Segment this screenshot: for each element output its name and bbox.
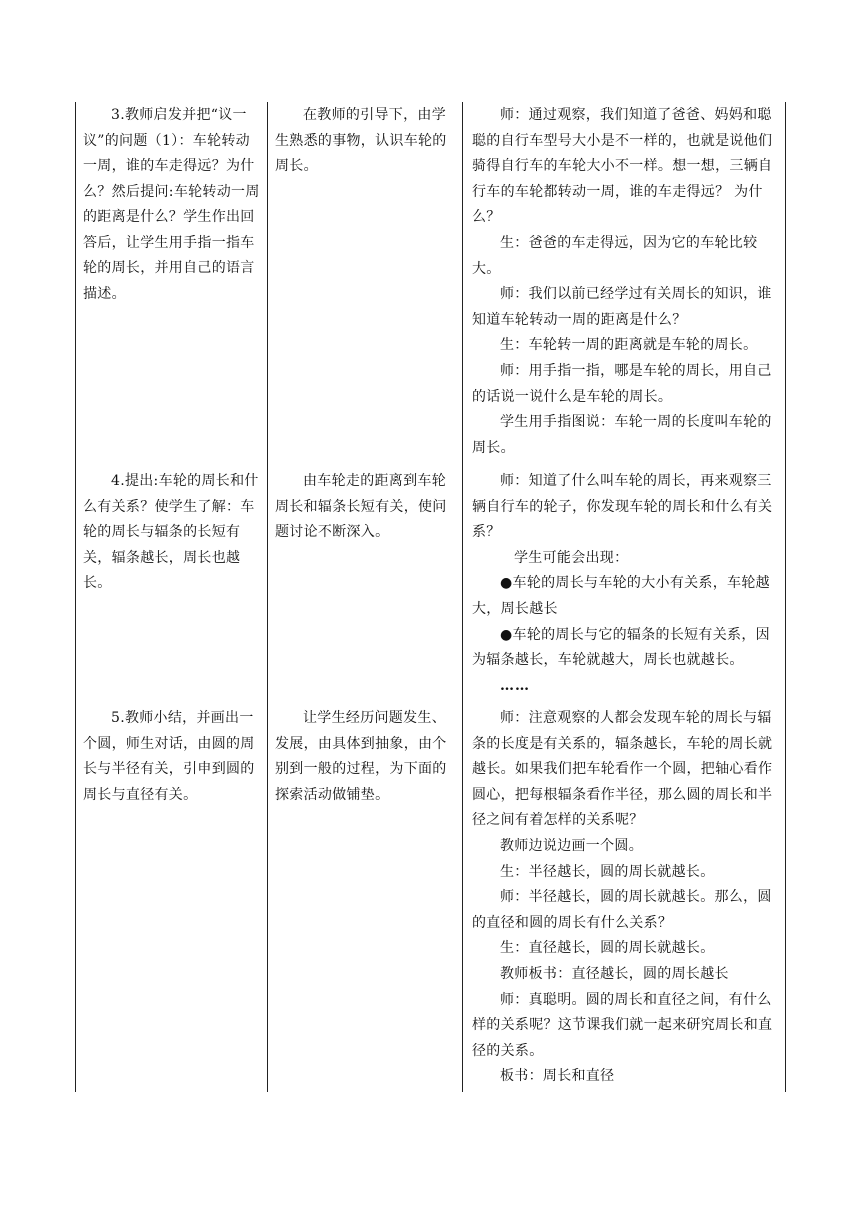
teacher-activity-4 [83,469,263,597]
dialogue-block-4 [472,469,780,699]
table-divider-1 [267,102,268,1092]
dialogue-block-3 [472,103,780,461]
design-intent-text: 由车轮走的距离到车轮周长和辐条长短有关，使问题讨论不断深入。 [275,473,447,540]
dialogue-block-5 [472,706,780,1090]
table-divider-2 [462,102,463,1092]
design-intent-text: 让学生经历问题发生、发展，由具体到抽象，由个别到一般的过程，为下面的探索活动做铺垫。 [275,710,447,803]
design-intent-4 [275,469,455,546]
dialogue-line: 师：半径越长，圆的周长就越长。那么，圆的直径和圆的周长有什么关系？ [472,889,772,931]
dialogue-line: 师：知道了什么叫车轮的周长，再来观察三辆自行车的轮子，你发现车轮的周长和什么有关系？ [472,473,773,541]
teacher-activity-text: 5.教师小结，并画出一个圆，师生对话，由圆的周长与半径有关，引申到圆的周长与直径有关。 [83,710,255,803]
bullet-item: ●车轮的周长与车轮的大小有关系，车轮越大，周长越长 [472,575,770,617]
teacher-activity-text: 3.教师启发并把“议一议”的问题（1）：车轮转动一周，谁的车走得远？为什么？然后提问:车轮转动一周的距离是什么？学生作出回答后，让学生用手指一指车轮的周长，并用自己的语言描述。 [83,107,260,302]
dialogue-line: 教师边说边画一个圆。 [500,837,643,854]
dialogue-line: 师：注意观察的人都会发现车轮的周长与辐条的长度是有关系的，辐条越长，车轮的周长就越长。如果我们把车轮看作一个圆，把轴心看作圆心，把每根辐条看作半径，那么圆的周长和半径之间有着怎样的关系呢？ [472,710,773,829]
dialogue-line: 师：通过观察，我们知道了爸爸、妈妈和聪聪的自行车型号大小是不一样的，也就是说他们骑得自行车的车轮大小不一样。想一想，三辆自行车的车轮都转动一周，谁的车走得远？ 为什么？ [472,107,773,226]
dialogue-line: 教师板书：直径越长，圆的周长越长 [500,965,729,982]
dialogue-line: 学生可能会出现： [514,549,629,566]
teacher-activity-text: 4.提出:车轮的周长和什么有关系？使学生了解：车轮的周长与辐条的长短有关，辐条越长，周长也越长。 [83,473,259,591]
dialogue-line: 生：车轮转一周的距离就是车轮的周长。 [500,337,758,354]
dialogue-line: 生：半径越长，圆的周长就越长。 [500,863,715,880]
bullet-item: ●车轮的周长与它的辐条的长短有关系，因为辐条越长，车轮就越大，周长也就越长。 [472,626,770,669]
dialogue-line: 生：直径越长，圆的周长就越长。 [500,940,715,957]
design-intent-3 [275,103,455,180]
design-intent-5 [275,706,455,808]
ellipsis: …… [500,677,530,694]
table-border-right [785,102,786,1092]
dialogue-line: 学生用手指图说：车轮一周的长度叫车轮的周长。 [472,414,772,456]
teacher-activity-5 [83,706,263,808]
dialogue-line: 师：我们以前已经学过有关周长的知识，谁知道车轮转动一周的距离是什么？ [472,286,772,328]
dialogue-line: 师：真聪明。圆的周长和直径之间，有什么样的关系呢？这节课我们就一起来研究周长和直径的关系。 [472,991,773,1059]
table-border-left [75,102,76,1092]
teacher-activity-3 [83,103,263,307]
dialogue-line: 师：用手指一指，哪是车轮的周长，用自己的话说一说什么是车轮的周长。 [472,362,772,405]
design-intent-text: 在教师的引导下，由学生熟悉的事物，认识车轮的周长。 [275,107,447,174]
dialogue-line: 板书：周长和直径 [500,1068,615,1085]
dialogue-line: 生：爸爸的车走得远，因为它的车轮比较大。 [472,234,758,277]
